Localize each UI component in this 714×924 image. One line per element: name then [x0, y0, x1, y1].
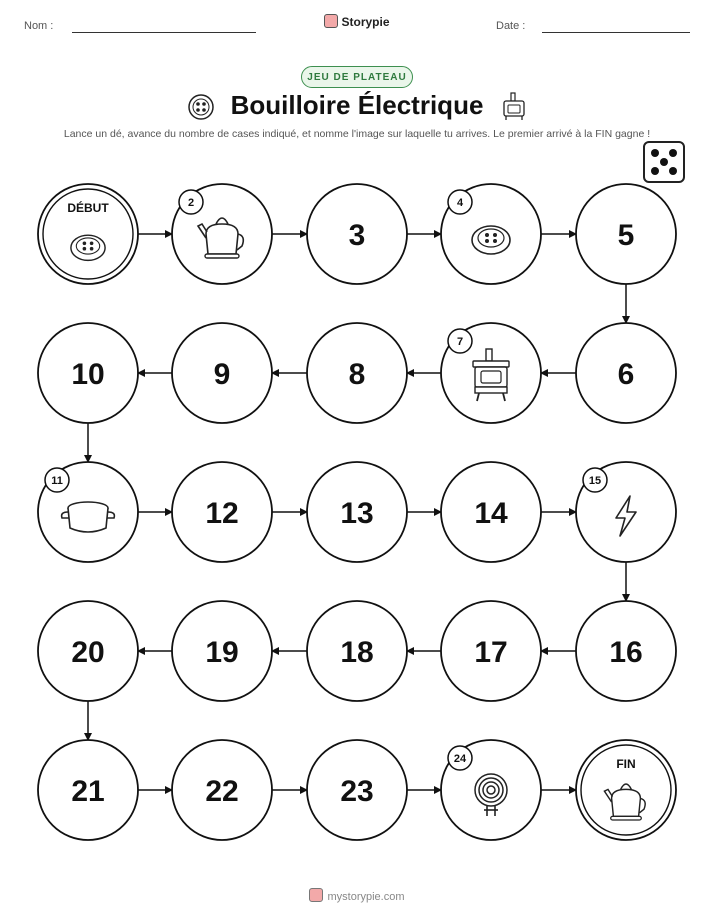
board-space-24	[441, 740, 541, 840]
space-number: 7	[456, 336, 464, 348]
brand-name: Storypie	[341, 15, 390, 29]
start-label: DÉBUT	[67, 201, 109, 215]
name-label: Nom :	[24, 20, 54, 32]
board-space-11	[38, 462, 138, 562]
space-number: 21	[71, 775, 105, 808]
space-number: 14	[474, 497, 508, 530]
space-number: 23	[340, 775, 374, 808]
board-space-13	[307, 462, 407, 562]
board-space-12	[172, 462, 272, 562]
game-type-badge: JEU DE PLATEAU	[301, 66, 413, 88]
board-space-15	[576, 462, 676, 562]
footer-url: mystorypie.com	[327, 891, 405, 903]
space-number: 13	[340, 497, 374, 530]
board-space-2	[172, 184, 272, 284]
end-label: FIN	[616, 757, 636, 771]
instructions: Lance un dé, avance du nombre de cases indiqué, et nomme l'image sur laquelle tu arrives. Le premier arrivé à la FIN gagne !	[63, 128, 651, 140]
space-number: 6	[617, 358, 635, 391]
space-number-badge	[448, 329, 472, 353]
button-icon	[71, 235, 105, 260]
space-number: 15	[588, 475, 602, 487]
board-space-18	[307, 601, 407, 701]
date-label: Date :	[496, 20, 526, 32]
board-space-8	[307, 323, 407, 423]
board-space-21	[38, 740, 138, 840]
space-number: 24	[453, 753, 467, 765]
space-number: 10	[71, 358, 105, 391]
board-space-16	[576, 601, 676, 701]
space-number: 9	[213, 358, 231, 391]
space-number: 4	[456, 197, 464, 209]
space-number: 2	[187, 197, 195, 209]
space-number: 12	[205, 497, 239, 530]
board-space-6	[576, 323, 676, 423]
board-space-fin	[576, 740, 676, 840]
space-number-badge	[448, 190, 472, 214]
board-space-7	[441, 323, 541, 423]
space-number-badge	[583, 468, 607, 492]
board-space-19	[172, 601, 272, 701]
space-number: 20	[71, 636, 105, 669]
space-number: 17	[474, 636, 508, 669]
space-number: 8	[348, 358, 366, 391]
board-space-10	[38, 323, 138, 423]
board-space-4	[441, 184, 541, 284]
board-space-14	[441, 462, 541, 562]
space-number: 19	[205, 636, 239, 669]
board-space-5	[576, 184, 676, 284]
space-number-badge	[45, 468, 69, 492]
pot-icon	[62, 502, 115, 532]
page-title: Bouilloire Électrique	[230, 90, 484, 120]
space-number: 5	[617, 219, 635, 252]
space-number: 3	[348, 219, 366, 252]
button-icon	[472, 226, 510, 254]
storypie-logo-icon	[309, 888, 323, 902]
space-number: 22	[205, 775, 239, 808]
space-number: 16	[609, 636, 643, 669]
space-number: 11	[51, 475, 63, 487]
board-space-9	[172, 323, 272, 423]
space-number-badge	[179, 190, 203, 214]
footer	[0, 888, 714, 903]
space-number-badge	[448, 746, 472, 770]
board-space-23	[307, 740, 407, 840]
board-space-début	[38, 184, 138, 284]
board-space-3	[307, 184, 407, 284]
board-space-17	[441, 601, 541, 701]
board-space-22	[172, 740, 272, 840]
space-number: 18	[340, 636, 374, 669]
board-space-20	[38, 601, 138, 701]
